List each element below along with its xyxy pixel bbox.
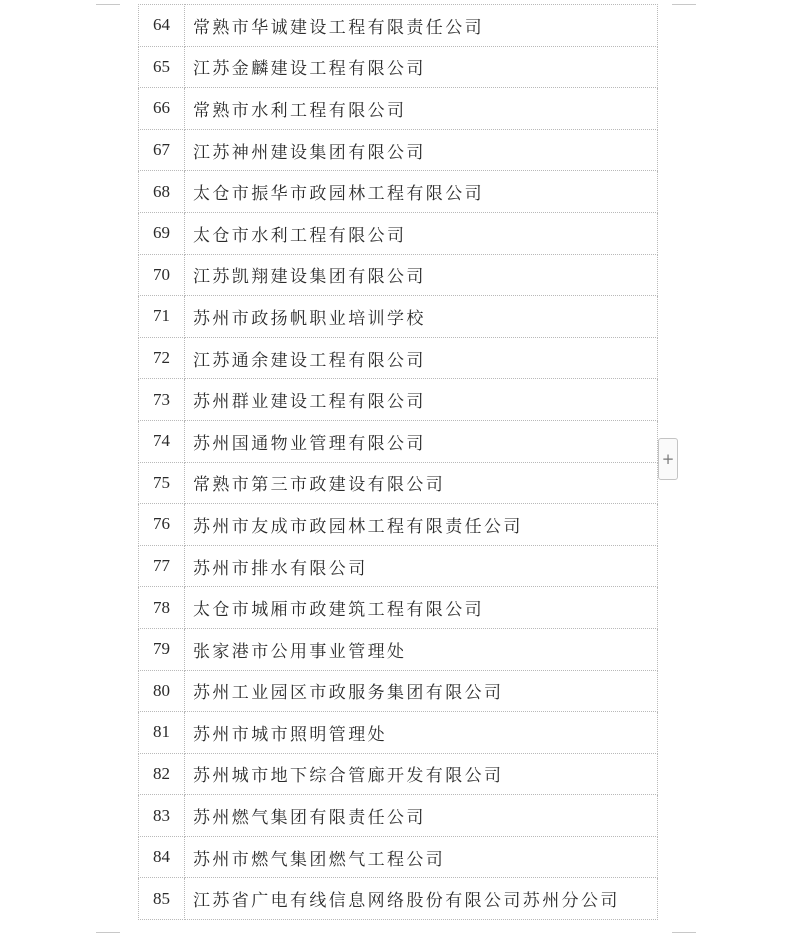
row-number-cell[interactable]: 81 (139, 712, 185, 754)
row-number-cell[interactable]: 71 (139, 296, 185, 338)
company-table (138, 4, 658, 920)
table-row (139, 878, 658, 920)
company-name-cell[interactable]: 常熟市水利工程有限公司 (185, 88, 658, 130)
table-row (139, 836, 658, 878)
row-number-cell[interactable]: 72 (139, 337, 185, 379)
company-name-cell[interactable]: 张家港市公用事业管理处 (185, 628, 658, 670)
table-row (139, 46, 658, 88)
page-corner-mark (672, 932, 696, 933)
table-row (139, 254, 658, 296)
company-name-cell[interactable]: 苏州燃气集团有限责任公司 (185, 795, 658, 837)
table-row (139, 545, 658, 587)
table-row (139, 171, 658, 213)
page-corner-mark (672, 4, 696, 5)
company-name-cell[interactable]: 苏州城市地下综合管廊开发有限公司 (185, 753, 658, 795)
row-number-cell[interactable]: 82 (139, 753, 185, 795)
company-table-body (139, 5, 658, 920)
company-name-cell[interactable]: 苏州市排水有限公司 (185, 545, 658, 587)
company-name-cell[interactable]: 太仓市振华市政园林工程有限公司 (185, 171, 658, 213)
table-row (139, 296, 658, 338)
table-row (139, 420, 658, 462)
table-row (139, 587, 658, 629)
row-number-cell[interactable]: 64 (139, 5, 185, 47)
company-name-cell[interactable]: 太仓市水利工程有限公司 (185, 212, 658, 254)
row-number-cell[interactable]: 85 (139, 878, 185, 920)
table-row (139, 212, 658, 254)
table-row (139, 5, 658, 47)
table-row (139, 753, 658, 795)
row-number-cell[interactable]: 73 (139, 379, 185, 421)
table-row (139, 670, 658, 712)
row-number-cell[interactable]: 66 (139, 88, 185, 130)
table-row (139, 795, 658, 837)
company-name-cell[interactable]: 苏州国通物业管理有限公司 (185, 420, 658, 462)
company-name-cell[interactable]: 苏州市燃气集团燃气工程公司 (185, 836, 658, 878)
row-number-cell[interactable]: 76 (139, 504, 185, 546)
company-name-cell[interactable]: 常熟市第三市政建设有限公司 (185, 462, 658, 504)
company-name-cell[interactable]: 江苏金麟建设工程有限公司 (185, 46, 658, 88)
table-row (139, 337, 658, 379)
row-number-cell[interactable]: 65 (139, 46, 185, 88)
company-name-cell[interactable]: 江苏通余建设工程有限公司 (185, 337, 658, 379)
table-row (139, 628, 658, 670)
add-row-button[interactable] (658, 438, 678, 480)
table-row (139, 129, 658, 171)
company-name-cell[interactable]: 江苏神州建设集团有限公司 (185, 129, 658, 171)
company-name-cell[interactable]: 太仓市城厢市政建筑工程有限公司 (185, 587, 658, 629)
row-number-cell[interactable]: 77 (139, 545, 185, 587)
row-number-cell[interactable]: 80 (139, 670, 185, 712)
company-name-cell[interactable]: 苏州工业园区市政服务集团有限公司 (185, 670, 658, 712)
plus-icon: + (661, 450, 675, 468)
table-row (139, 504, 658, 546)
company-name-cell[interactable]: 苏州市城市照明管理处 (185, 712, 658, 754)
table-row (139, 379, 658, 421)
row-number-cell[interactable]: 67 (139, 129, 185, 171)
row-number-cell[interactable]: 75 (139, 462, 185, 504)
table-row (139, 88, 658, 130)
table-row (139, 712, 658, 754)
company-name-cell[interactable]: 江苏凯翔建设集团有限公司 (185, 254, 658, 296)
company-name-cell[interactable]: 苏州市友成市政园林工程有限责任公司 (185, 504, 658, 546)
row-number-cell[interactable]: 83 (139, 795, 185, 837)
page-corner-mark (96, 932, 120, 933)
company-name-cell[interactable]: 常熟市华诚建设工程有限责任公司 (185, 5, 658, 47)
row-number-cell[interactable]: 78 (139, 587, 185, 629)
company-name-cell[interactable]: 苏州群业建设工程有限公司 (185, 379, 658, 421)
company-name-cell[interactable]: 江苏省广电有线信息网络股份有限公司苏州分公司 (185, 878, 658, 920)
company-name-cell[interactable]: 苏州市政扬帆职业培训学校 (185, 296, 658, 338)
page-corner-mark (96, 4, 120, 5)
row-number-cell[interactable]: 74 (139, 420, 185, 462)
row-number-cell[interactable]: 70 (139, 254, 185, 296)
row-number-cell[interactable]: 79 (139, 628, 185, 670)
row-number-cell[interactable]: 84 (139, 836, 185, 878)
table-row (139, 462, 658, 504)
row-number-cell[interactable]: 68 (139, 171, 185, 213)
row-number-cell[interactable]: 69 (139, 212, 185, 254)
